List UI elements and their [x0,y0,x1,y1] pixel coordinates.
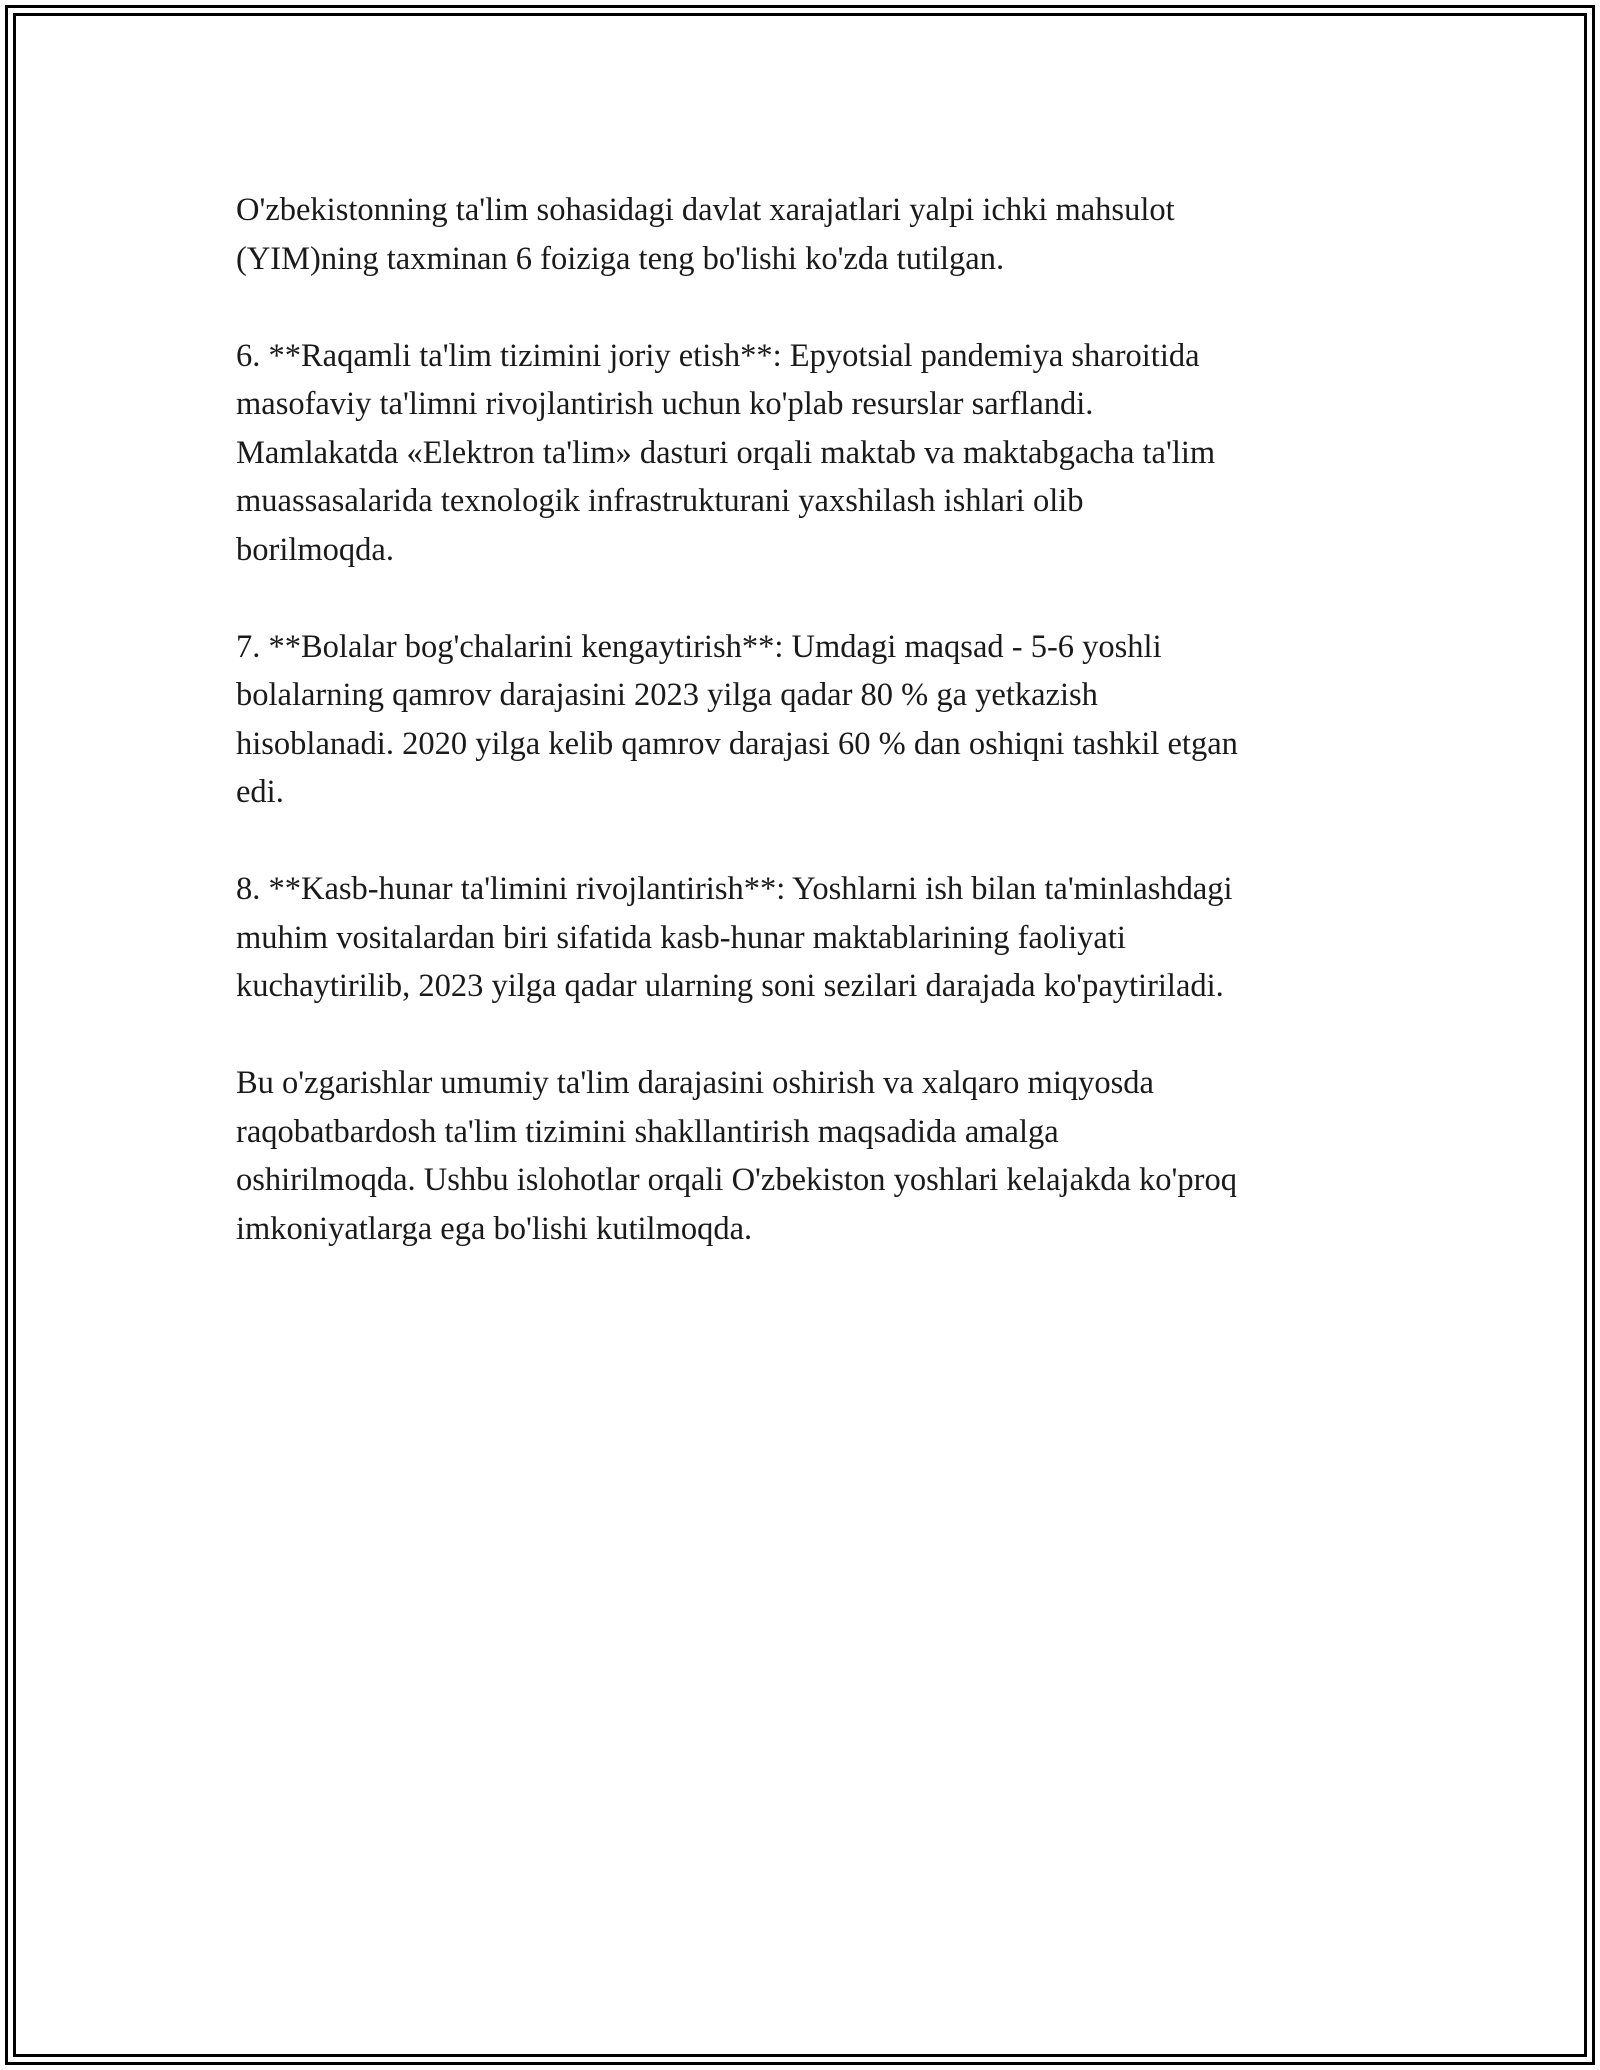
paragraph-vocational-education: 8. **Kasb-hunar ta'limini rivojlantirish**: Yoshlarni ish bilan ta'minlashdagi muhim vositalardan biri sifatida kasb-hunar maktablarining faoliyati kuchaytirilib, 2023 yilga qadar ularning soni sezilari darajada ko'paytiriladi. [236,871,1233,1004]
paragraph-education-spending: O'zbekistonning ta'lim sohasidagi davlat xarajatlari yalpi ichki mahsulot (YIM)ning taxminan 6 foiziga teng bo'lishi ko'zda tutilgan. [236,192,1175,277]
paragraph-digital-education: 6. **Raqamli ta'lim tizimini joriy etish**: Epyotsial pandemiya sharoitida masofaviy ta'limni rivojlantirish uchun ko'plab resurslar sarflandi. Mamlakatda «Elektron ta'lim» dasturi orqali maktab va maktabgacha ta'lim muassasalarida texnologik infrastrukturani yaxshilash ishlari olib borilmoqda. [236,337,1216,568]
paragraph-conclusion: Bu o'zgarishlar umumiy ta'lim darajasini oshirish va xalqaro miqyosda raqobatbardosh ta'lim tizimini shakllantirish maqsadida amalga oshirilmoqda. Ushbu islohotlar orqali O'zbekiston yoshlari kelajakda ko'proq imkoniyatlarga ega bo'lishi kutilmoqda. [236,1065,1237,1247]
document-body [236,186,1386,1253]
paragraph-kindergartens: 7. **Bolalar bog'chalarini kengaytirish**: Umdagi maqsad - 5-6 yoshli bolalarning qamrov darajasini 2023 yilga qadar 80 % ga yetkazish hisoblanadi. 2020 yilga kelib qamrov darajasi 60 % dan oshiqni tashkil etgan edi. [236,628,1238,810]
